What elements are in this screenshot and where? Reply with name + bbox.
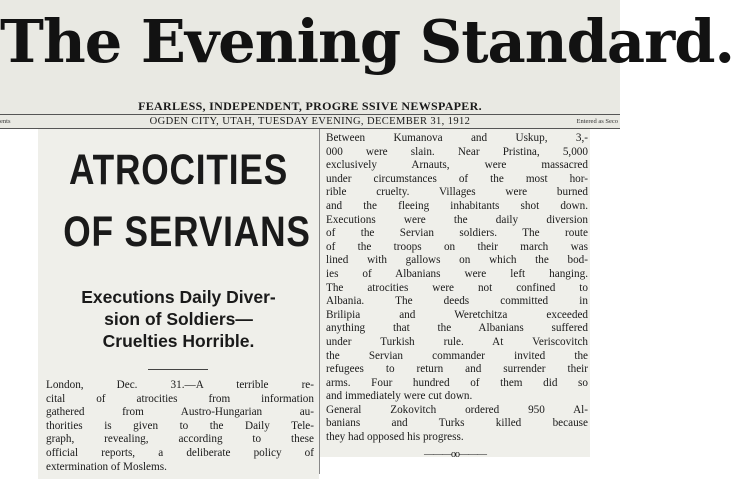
body-line: ies of Albanians were left hanging. — [326, 267, 588, 280]
masthead-rule-top — [0, 114, 620, 115]
newspaper-motto: FEARLESS, INDEPENDENT, PROGRE SSIVE NEWSPAPER. — [138, 99, 482, 113]
body-line: arms. Four hundred of them did so — [326, 376, 588, 389]
edge-fragment-right: Entered as Seco — [576, 118, 618, 125]
body-line: General Zokovitch ordered 950 Al- — [326, 403, 588, 416]
edge-fragment-left: ents — [0, 118, 11, 125]
article-body-right — [326, 132, 588, 445]
body-line: graph, revealing, according to these — [46, 433, 314, 446]
body-line: under Turkish rule. At Veriscovitch — [326, 335, 588, 348]
dateline: OGDEN CITY, UTAH, TUESDAY EVENING, DECEMBER 31, 1912 — [149, 116, 471, 127]
body-line: thorities is given to the Daily Tele- — [46, 419, 314, 432]
body-line: gathered from Austro-Hungarian au- — [46, 406, 314, 419]
body-line: and the fleeing inhabitants shot down. — [326, 199, 588, 212]
article-right-column — [320, 129, 590, 460]
body-line: of the Servian soldiers. The route — [326, 227, 588, 240]
body-line: banians and Turks killed because — [326, 417, 588, 430]
body-line: rible cruelty. Villages were burned — [326, 186, 588, 199]
body-line: 000 were slain. Near Pristina, 5,000 — [326, 145, 588, 158]
body-line: cital of atrocities from information — [46, 392, 314, 405]
body-line: the Servian commander invited the — [326, 349, 588, 362]
body-line: lined with gallows on which the bod- — [326, 254, 588, 267]
subhead-line: Executions Daily Diver- — [81, 287, 276, 307]
body-line: of the troops on their march was — [326, 240, 588, 253]
body-line: extermination of Moslems. — [46, 460, 167, 473]
body-line: The atrocities were not confined to — [326, 281, 588, 294]
headline-line: OF SERVIANS — [63, 208, 311, 256]
body-line: Between Kumanova and Uskup, 3,- — [326, 132, 588, 144]
body-line: official reports, a deliberate policy of — [46, 446, 314, 459]
body-line: they had opposed his progress. — [326, 431, 464, 444]
article-subhead — [38, 286, 319, 352]
subhead-rule — [148, 369, 208, 370]
subhead-line: Cruelties Horrible. — [102, 331, 255, 351]
newspaper-nameplate: The Evening Standard. — [0, 7, 734, 76]
article-body-left — [46, 379, 314, 474]
subhead-line: sion of Soldiers— — [104, 309, 253, 329]
headline-line: ATROCITIES — [68, 146, 289, 194]
body-line: Executions were the daily diversion — [326, 213, 588, 226]
body-line: under circumstances of the most hor- — [326, 172, 588, 185]
body-line: Albania. The deeds committed in — [326, 295, 588, 308]
body-line: London, Dec. 31.—A terrible re- — [46, 379, 314, 391]
masthead — [0, 0, 734, 128]
body-line: refugees to return and surrender their — [326, 363, 588, 376]
end-of-article-mark: ———oo——— — [424, 449, 486, 460]
article-left-column — [38, 129, 319, 479]
body-line: Brilipia and Weretchitza exceeded — [326, 308, 588, 321]
body-line: exclusively Arnauts, were massacred — [326, 159, 588, 172]
article-headline — [63, 139, 311, 263]
body-line: anything that the Albanians suffered — [326, 322, 588, 335]
body-line: and immediately were cut down. — [326, 390, 473, 403]
